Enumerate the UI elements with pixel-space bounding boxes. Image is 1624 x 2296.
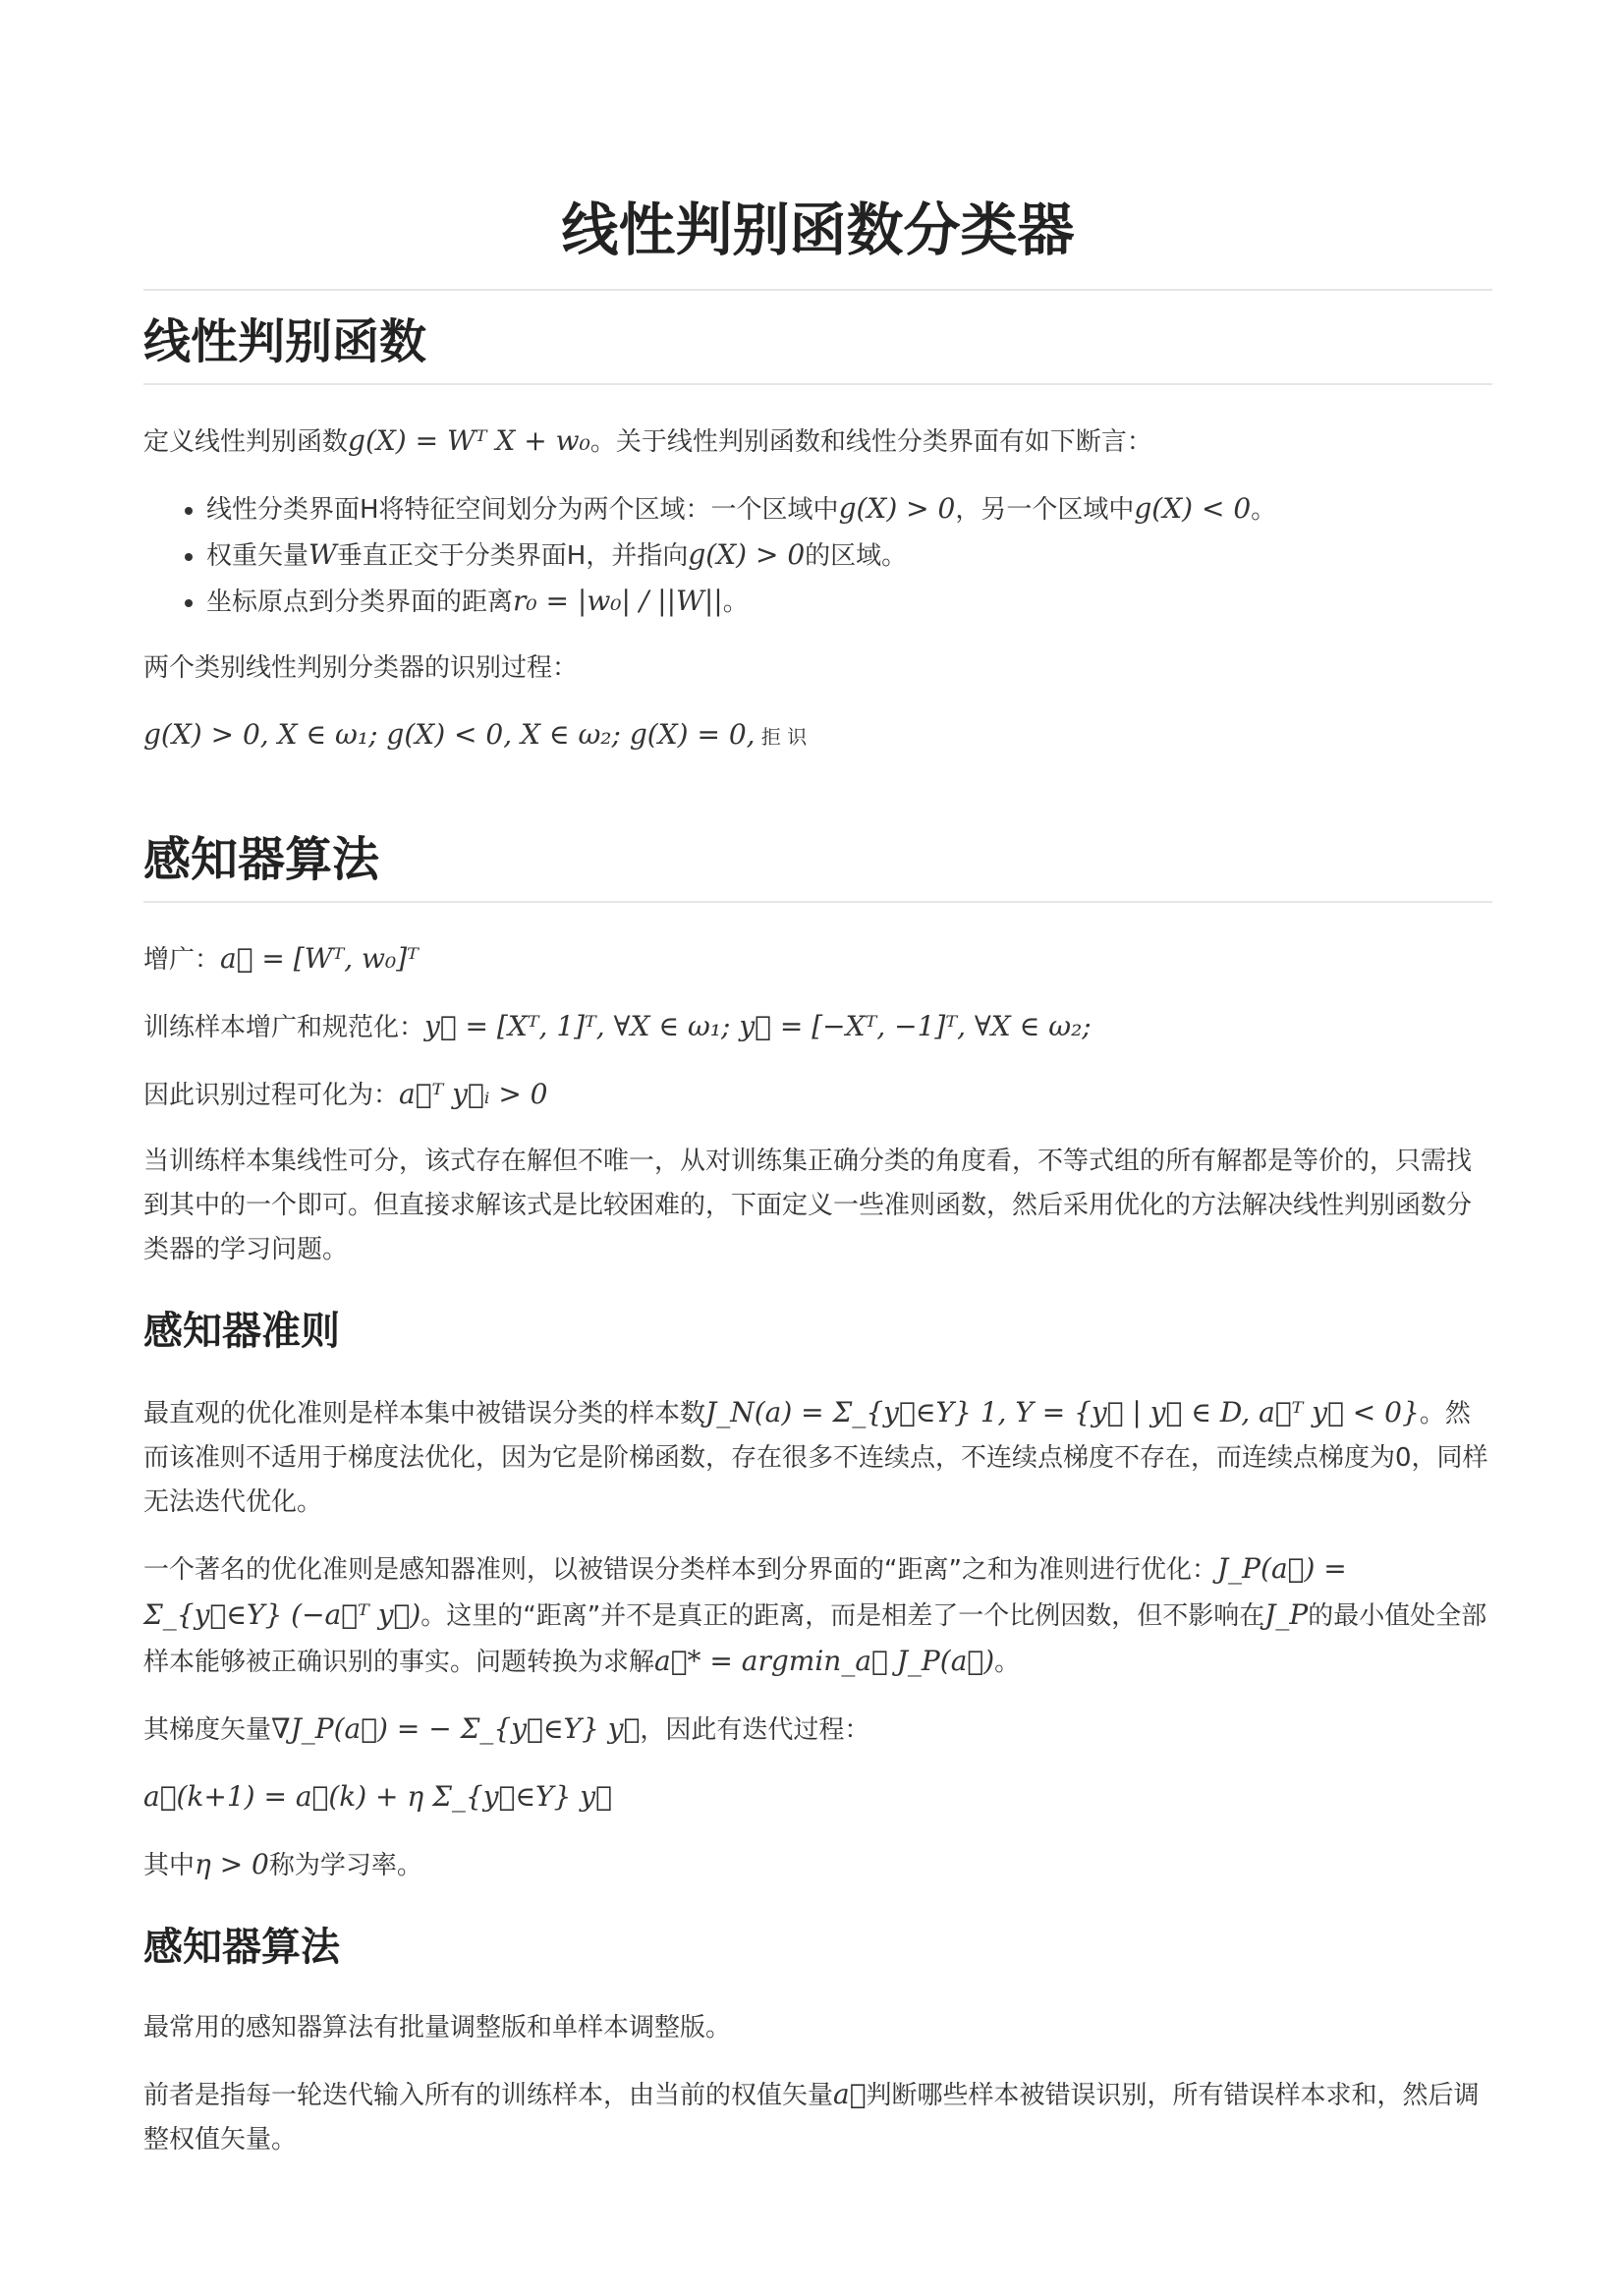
- criterion-paragraph-2: 一个著名的优化准则是感知器准则，以被错误分类样本到分界面的“距离”之和为准则进行优化：J_P(a⃗) = Σ_{y⃗∈Y} (−a⃗ᵀ y⃗)。这里的“距离”并不是真正的距离，而是相差了一个比例因数，但不影响在J_P的最小值处全部样本能够被正确识别的事实。问题转换为求解a⃗* = argmin_a⃗ J_P(a⃗)。: [143, 1551, 1487, 1677]
- subsection-heading-algorithm: 感知器算法: [143, 1924, 340, 1970]
- formula-gx: g(X) = Wᵀ X + w₀: [348, 423, 590, 457]
- process-label: 两个类别线性判别分类器的识别过程：: [143, 652, 579, 683]
- algorithm-paragraph-2: 前者是指每一轮迭代输入所有的训练样本，由当前的权值矢量a⃗判断哪些样本被错误识别，所有错误样本求和，然后调整权值矢量。: [143, 2077, 1480, 2155]
- list-item: • 坐标原点到分类界面的距离r₀ = |w₀| / ||W||。: [206, 579, 1492, 625]
- list-item: • 权重矢量W垂直正交于分类界面H，并指向g(X) > 0的区域。: [206, 532, 1492, 579]
- section-heading-linear-discriminant: 线性判别函数: [143, 312, 1492, 385]
- process-formula: g(X) > 0, X ∈ ω₁; g(X) < 0, X ∈ ω₂; g(X) = 0, 拒 识: [143, 717, 808, 751]
- document-title: 线性判别函数分类器: [143, 196, 1492, 291]
- criterion-paragraph-1: 最直观的优化准则是样本集中被错误分类的样本数J_N(a) = Σ_{y⃗∈Y} 1, Y = {y⃗ | y⃗ ∈ D, a⃗ᵀ y⃗ < 0}。然而该准则不适用于梯度法优化，因为它是阶梯函数，存在很多不连续点，不连续点梯度不存在，而连续点梯度为0，同样无法迭代优化。: [143, 1395, 1488, 1517]
- document-page: [143, 196, 1492, 2162]
- list-item: • 线性分类界面H将特征空间划分为两个区域：一个区域中g(X) > 0，另一个区域中g(X) < 0。: [206, 486, 1492, 532]
- recognition-line: 因此识别过程可化为：a⃗ᵀ y⃗ᵢ > 0: [143, 1077, 548, 1110]
- separable-paragraph: 当训练样本集线性可分，该式存在解但不唯一，从对训练集正确分类的角度看，不等式组的所有解都是等价的，只需找到其中的一个即可。但直接求解该式是比较困难的，下面定义一些准则函数，然后采用优化的方法解决线性判别函数分类器的学习问题。: [143, 1146, 1473, 1264]
- gradient-paragraph: 其梯度矢量∇J_P(a⃗) = − Σ_{y⃗∈Y} y⃗，因此有迭代过程：: [143, 1711, 870, 1745]
- iteration-formula: a⃗(k+1) = a⃗(k) + η Σ_{y⃗∈Y} y⃗: [143, 1779, 612, 1813]
- algorithm-paragraph-1: 最常用的感知器算法有批量调整版和单样本调整版。: [143, 2012, 732, 2043]
- normalize-line: 训练样本增广和规范化：y⃗ = [Xᵀ, 1]ᵀ, ∀X ∈ ω₁; y⃗ = [−Xᵀ, −1]ᵀ, ∀X ∈ ω₂;: [143, 1009, 1092, 1042]
- intro-paragraph: 定义线性判别函数g(X) = Wᵀ X + w₀。关于线性判别函数和线性分类界面有如下断言：: [143, 423, 1152, 457]
- subsection-heading-criterion: 感知器准则: [143, 1308, 340, 1354]
- learning-rate-line: 其中η > 0称为学习率。: [143, 1847, 422, 1880]
- augment-line: 增广：a⃗ = [Wᵀ, w₀]ᵀ: [143, 941, 419, 975]
- section-heading-perceptron: 感知器算法: [143, 830, 1492, 903]
- assertion-list: [143, 486, 1492, 625]
